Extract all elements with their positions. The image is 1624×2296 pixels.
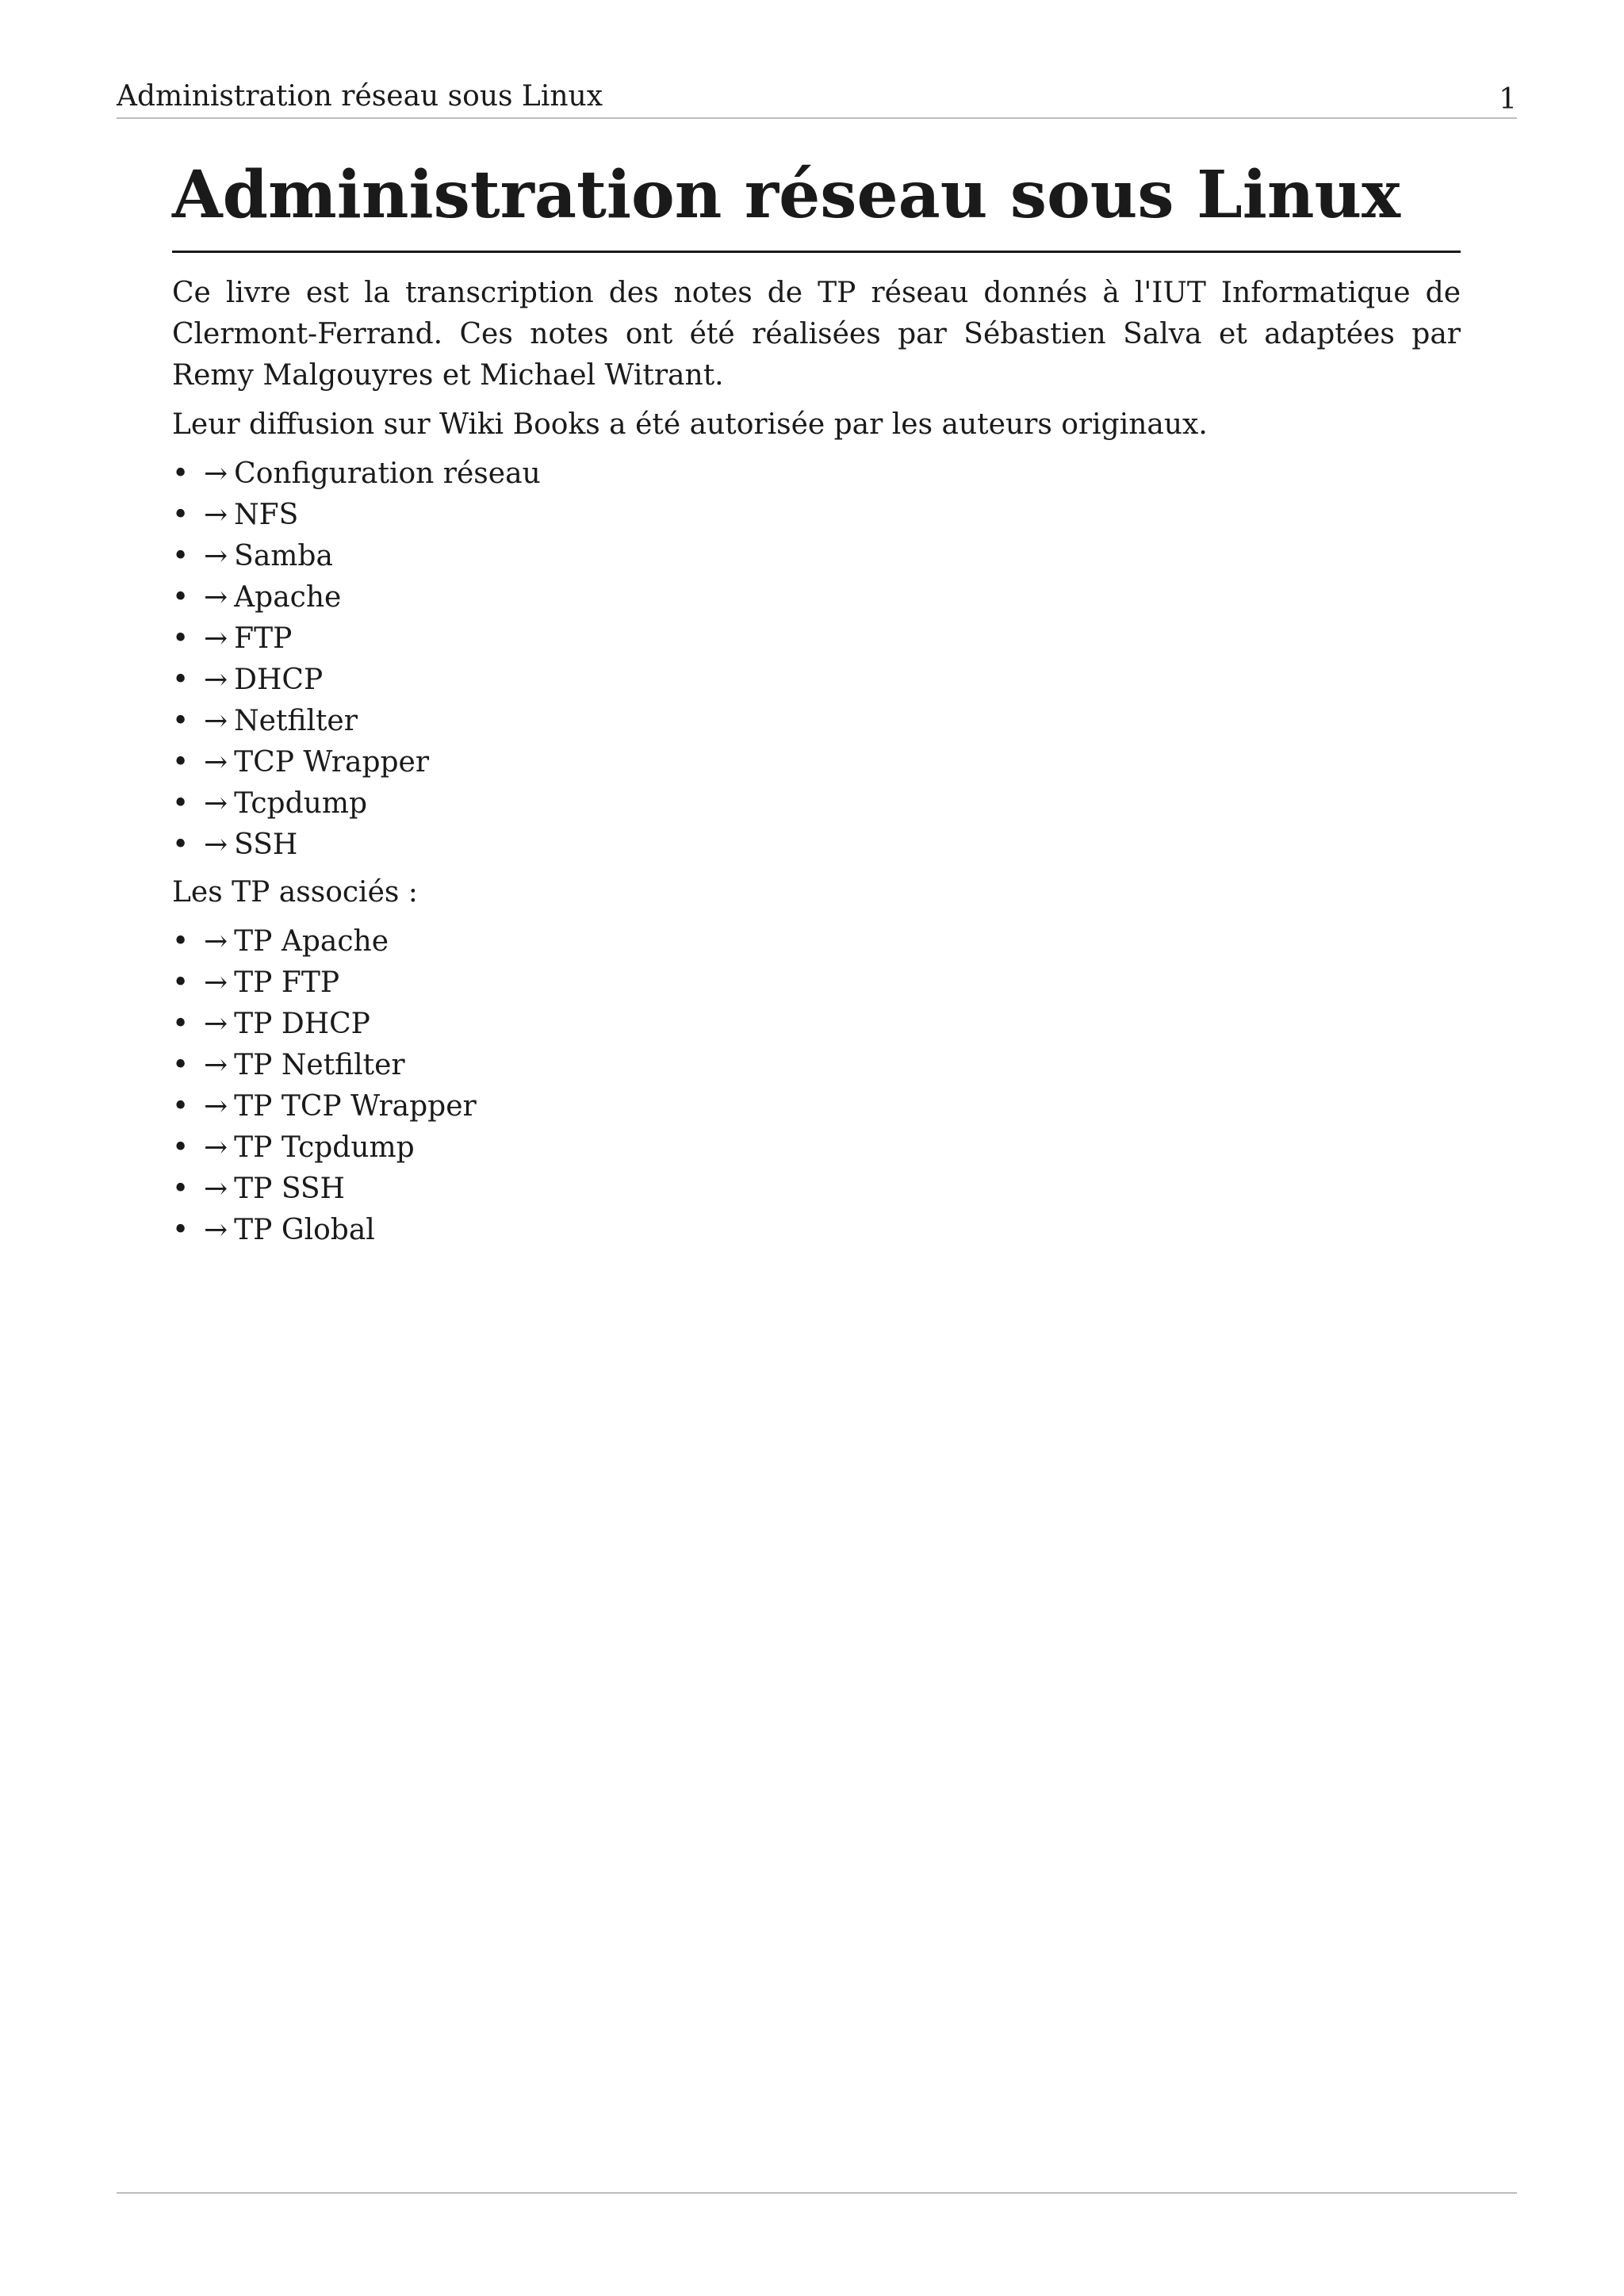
lab-item — [172, 1045, 1461, 1086]
lab-item — [172, 1210, 1461, 1251]
lab-item-link[interactable]: TP FTP — [234, 966, 340, 999]
bullet-glyph: • — [172, 705, 190, 737]
lab-item — [172, 921, 1461, 962]
arrow-glyph: → — [204, 540, 228, 572]
arrow-glyph: → — [204, 925, 228, 958]
chapter-item — [172, 453, 1461, 495]
chapter-item — [172, 701, 1461, 742]
lab-item-link[interactable]: TP Apache — [234, 925, 389, 958]
bullet-glyph: • — [172, 622, 190, 655]
chapter-item-link[interactable]: FTP — [234, 622, 293, 655]
chapter-item — [172, 783, 1461, 825]
chapter-item — [172, 660, 1461, 701]
lab-item-link[interactable]: TP Global — [234, 1214, 375, 1246]
arrow-glyph: → — [204, 746, 228, 779]
arrow-glyph: → — [204, 787, 228, 820]
chapter-item-link[interactable]: Tcpdump — [234, 787, 368, 820]
bullet-glyph: • — [172, 1173, 190, 1205]
arrow-glyph: → — [204, 1173, 228, 1205]
bullet-glyph: • — [172, 787, 190, 820]
bullet-glyph: • — [172, 1008, 190, 1040]
running-header — [117, 73, 1517, 119]
bullet-glyph: • — [172, 966, 190, 999]
arrow-glyph: → — [204, 1008, 228, 1040]
page-title: Administration réseau sous Linux — [172, 155, 1461, 253]
lab-list — [172, 921, 1461, 1251]
lab-item-link[interactable]: TP Tcpdump — [234, 1131, 415, 1164]
bullet-glyph: • — [172, 828, 190, 861]
bullet-glyph: • — [172, 581, 190, 614]
running-title: Administration réseau sous Linux — [117, 80, 603, 113]
chapter-list — [172, 453, 1461, 866]
arrow-glyph: → — [204, 457, 228, 490]
chapter-item — [172, 577, 1461, 618]
arrow-glyph: → — [204, 966, 228, 999]
lab-item — [172, 1127, 1461, 1169]
arrow-glyph: → — [204, 828, 228, 861]
arrow-glyph: → — [204, 1090, 228, 1123]
chapter-item-link[interactable]: DHCP — [234, 664, 324, 696]
article-body — [172, 155, 1461, 1251]
page-number: 1 — [1499, 83, 1517, 116]
permission-paragraph: Leur diffusion sur Wiki Books a été autorisée par les auteurs originaux. — [172, 408, 1208, 441]
bullet-glyph: • — [172, 1090, 190, 1123]
associated-labs-label: Les TP associés : — [172, 876, 418, 909]
chapter-item — [172, 536, 1461, 577]
chapter-item-link[interactable]: Netfilter — [234, 705, 358, 737]
chapter-item — [172, 825, 1461, 866]
chapter-item-link[interactable]: TCP Wrapper — [234, 746, 430, 779]
bullet-glyph: • — [172, 1214, 190, 1246]
lab-item-link[interactable]: TP Netfilter — [234, 1049, 405, 1081]
chapter-item-link[interactable]: Samba — [234, 540, 333, 572]
arrow-glyph: → — [204, 1131, 228, 1164]
lab-item-link[interactable]: TP TCP Wrapper — [234, 1090, 477, 1123]
arrow-glyph: → — [204, 581, 228, 614]
chapter-item-link[interactable]: Configuration réseau — [234, 457, 541, 490]
bullet-glyph: • — [172, 664, 190, 696]
intro-paragraph: Ce livre est la transcription des notes de TP réseau donnés à l'IUT Informatique de Clermont-Ferrand. Ces notes ont été réalisées par Sébastien Salva et adaptées par Remy Malgouyres et Michael Witrant. — [172, 277, 1461, 392]
chapter-item — [172, 742, 1461, 783]
lab-item — [172, 1169, 1461, 1210]
bullet-glyph: • — [172, 457, 190, 490]
footer-rule — [117, 2192, 1517, 2194]
bullet-glyph: • — [172, 746, 190, 779]
lab-item-link[interactable]: TP SSH — [234, 1173, 345, 1205]
arrow-glyph: → — [204, 1214, 228, 1246]
chapter-item-link[interactable]: SSH — [234, 828, 298, 861]
arrow-glyph: → — [204, 499, 228, 531]
arrow-glyph: → — [204, 622, 228, 655]
bullet-glyph: • — [172, 540, 190, 572]
lab-item-link[interactable]: TP DHCP — [234, 1008, 370, 1040]
chapter-item-link[interactable]: NFS — [234, 499, 299, 531]
lab-item — [172, 1004, 1461, 1045]
bullet-glyph: • — [172, 1049, 190, 1081]
lab-item — [172, 962, 1461, 1004]
lab-item — [172, 1086, 1461, 1127]
arrow-glyph: → — [204, 705, 228, 737]
bullet-glyph: • — [172, 1131, 190, 1164]
bullet-glyph: • — [172, 925, 190, 958]
bullet-glyph: • — [172, 499, 190, 531]
chapter-item-link[interactable]: Apache — [234, 581, 342, 614]
chapter-item — [172, 495, 1461, 536]
arrow-glyph: → — [204, 1049, 228, 1081]
chapter-item — [172, 618, 1461, 660]
arrow-glyph: → — [204, 664, 228, 696]
